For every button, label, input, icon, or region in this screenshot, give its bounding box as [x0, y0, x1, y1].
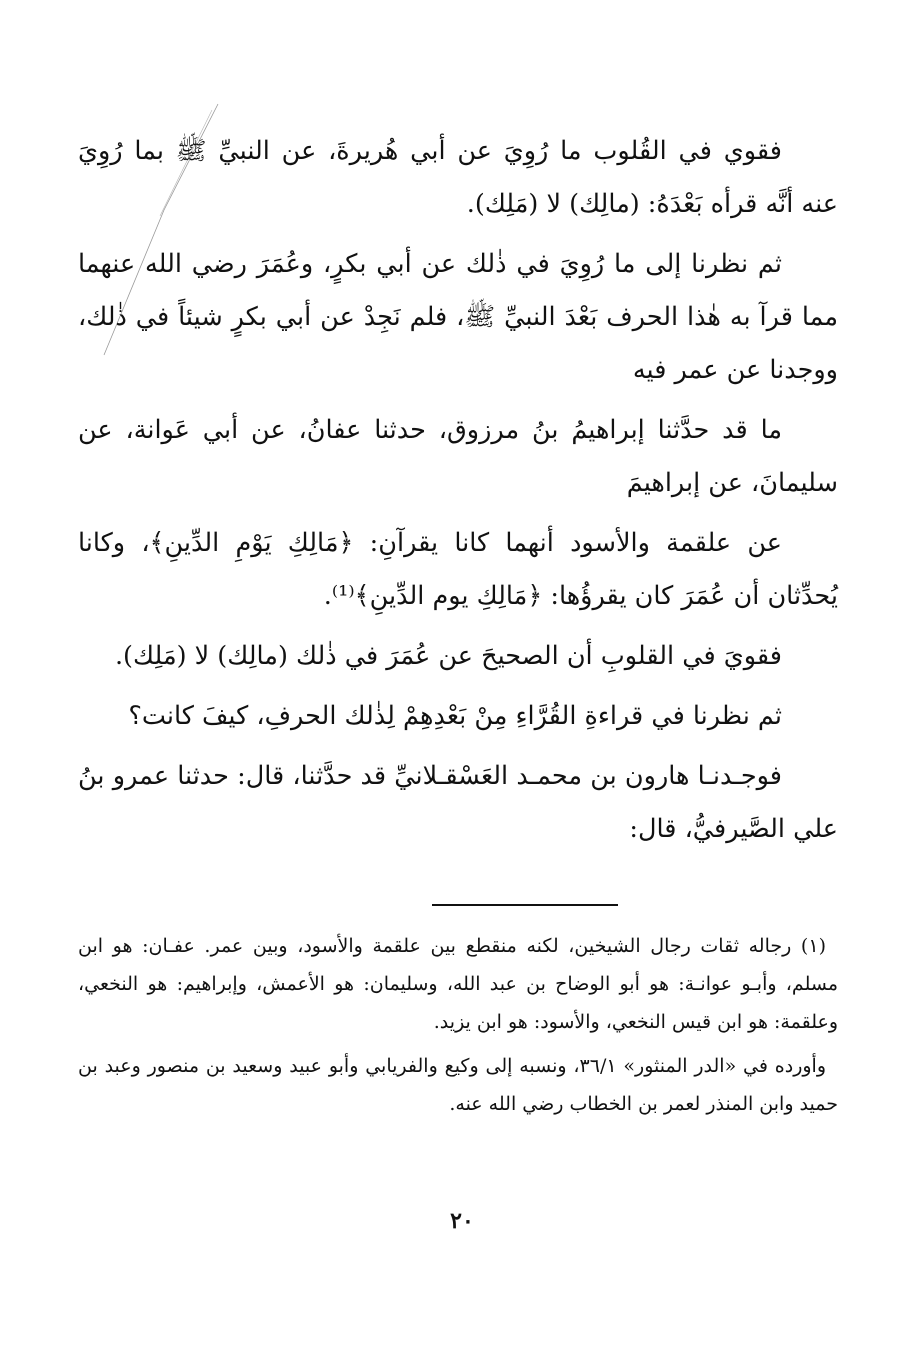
- footnote: (١) رجاله ثقات رجال الشيخين، لكنه منقطع بين علقمة والأسود، وبين عمر. عفـان: هو ابن مسلم، وأبـو عوانـة: هو أبو الوضاح بن عبد الله، وسليمان: هو الأعمش، وإبراهيم: هو النخعي، وعلقمة: هو ابن قيس النخعي، والأسود: هو ابن يزيد.: [78, 935, 838, 1033]
- paragraph: فوجـدنـا هارون بن محمـد العَسْقـلانيِّ قد حدَّثنا، قال: حدثنا عمرو بنُ علي الصَّيرفيُّ، قال:: [78, 761, 838, 844]
- paragraph: فقوي في القُلوب ما رُوِيَ عن أبي هُريرةَ، عن النبيِّ ﷺ بما رُوِيَ عنه أنَّه قرأه بَعْدَهُ: (مالِك) لا (مَلِك).: [78, 136, 838, 219]
- main-text: [78, 125, 838, 863]
- footnote: وأورده في «الدر المنثور» ٣٦/١، ونسبه إلى وكيع والفريابي وأبو عبيد وسعيد بن منصور وعبد بن حميد وابن المنذر لعمر بن الخطاب رضي الله عنه.: [78, 1055, 838, 1115]
- paragraph: ما قد حدَّثنا إبراهيمُ بنُ مرزوق، حدثنا عفانُ، عن أبي عَوانة، عن سليمانَ، عن إبراهيمَ: [78, 415, 838, 498]
- paragraph: عن علقمة والأسود أنهما كانا يقرآنِ: ﴿مَالِكِ يَوْمِ الدِّينِ﴾، وكانا يُحدِّثان أن عُمَرَ كان يقرؤُها: ﴿مَالِكِ يوم الدِّينِ﴾⁽¹⁾.: [78, 528, 838, 611]
- footnotes: [78, 927, 838, 1129]
- paragraph: ثم نظرنا في قراءةِ القُرَّاءِ مِنْ بَعْدِهِمْ لِذٰلك الحرفِ، كيفَ كانت؟: [128, 701, 782, 731]
- paragraph: فقويَ في القلوبِ أن الصحيحَ عن عُمَرَ في ذٰلك (مالِك) لا (مَلِك).: [114, 641, 782, 671]
- footnote-separator: [432, 904, 618, 906]
- paragraph: ثم نظرنا إلى ما رُوِيَ في ذٰلك عن أبي بكرٍ، وعُمَرَ رضي الله عنهما مما قرآ به هٰذا الحرف بَعْدَ النبيِّ ﷺ، فلم نَجِدْ عن أبي بكرٍ شيئاً في ذٰلك، ووجدنا عن عمر فيه: [78, 249, 838, 385]
- page-number: ٢٠: [450, 1208, 474, 1234]
